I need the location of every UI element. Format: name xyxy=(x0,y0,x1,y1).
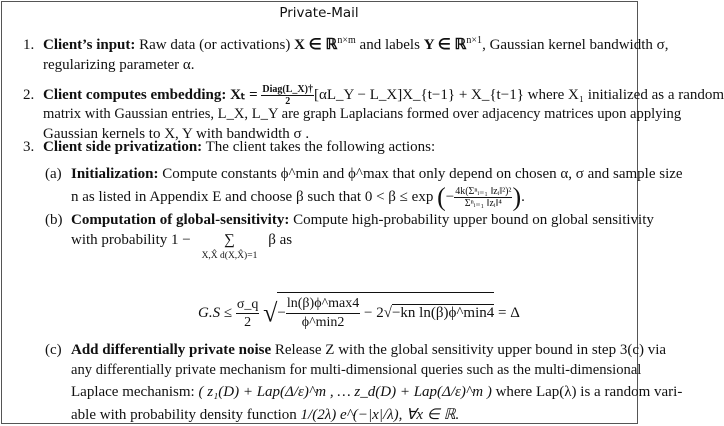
denominator: Σⁿᵢ₌₁ ‖zᵢ‖⁴ xyxy=(464,198,502,209)
step-heading: Client computes embedding: xyxy=(43,86,227,103)
laplace-formula: ( z₁(D) + Lap(Δ/ε)^m , … z_d(D) + Lap(Δ/ε)^m ) xyxy=(198,384,492,400)
text: and labels xyxy=(359,37,420,53)
paren: ) xyxy=(512,182,522,212)
step-1-line-1 xyxy=(23,36,668,54)
text: , Gaussian kernel bandwidth σ, xyxy=(482,37,669,53)
substep-heading: Computation of global-sensitivity: xyxy=(71,212,290,228)
text: Release Z with the global sensitivity upper bound in step 3(c) via xyxy=(274,342,667,358)
math: n×m xyxy=(337,35,356,46)
substep-c-line-1 xyxy=(45,341,666,359)
denominator: 2 xyxy=(244,315,252,330)
step-heading: Client’s input: xyxy=(43,37,136,53)
numerator: σ_q xyxy=(236,297,259,312)
text: able with probability density function xyxy=(71,407,297,423)
step-number: 3. xyxy=(23,139,35,155)
substep-a-line-2: n as listed in Appendix E and choose β such that 0 < β ≤ exp (− $\frac{\text{4k(Σⁿᵢ₌₁ ‖zᵢ‖²)²}}{\text{Σⁿᵢ₌₁ ‖zᵢ‖⁴}}$ ). xyxy=(71,182,525,212)
sqrt-symbol: √ xyxy=(263,298,278,328)
math: n×1 xyxy=(466,35,483,46)
substep-c-line-4 xyxy=(71,406,459,424)
step-heading: Client side privatization: xyxy=(43,139,203,155)
substep-a-line-1 xyxy=(45,165,683,183)
paren: ( xyxy=(437,182,446,212)
text: Laplace mechanism: xyxy=(71,384,195,400)
substep-b-line-1 xyxy=(45,211,654,229)
text: The client takes the following actions: xyxy=(205,139,436,155)
math: G.S ≤ xyxy=(198,304,233,321)
substep-label: (b) xyxy=(45,212,63,228)
math: Y ∈ ℝ xyxy=(423,37,467,53)
text: with probability 1 − xyxy=(71,232,191,248)
step-2-line-3: Gaussian kernels to X, Y with bandwidth σ . xyxy=(43,126,310,142)
denominator: 2 xyxy=(285,96,291,107)
substep-c-line-2: any differentially private mechanism for multi-dimensional queries such as the multi-dimensional xyxy=(71,362,642,378)
density-formula: 1/(2λ) e^(−|x|/λ), ∀x ∈ ℝ. xyxy=(300,407,460,423)
sum-symbol: ∑ xyxy=(224,232,235,248)
fraction xyxy=(454,186,512,209)
numerator: ln(β)ϕ^max4 xyxy=(286,295,360,314)
text: where X₁ initialized as a random xyxy=(527,86,724,103)
global-sensitivity-equation xyxy=(198,292,520,332)
substep-heading: Add differentially private noise xyxy=(71,342,272,358)
step-number: 1. xyxy=(23,37,35,53)
sum-subscript: X,X̂ d(X,X̂)=1 xyxy=(201,251,258,261)
substep-label: (c) xyxy=(45,342,62,358)
fraction xyxy=(261,84,314,107)
text: Compute high-probability upper bound on global sensitivity xyxy=(293,212,654,228)
substep-heading: Initialization: xyxy=(71,166,159,182)
numerator: Diag(L_X)† xyxy=(262,84,313,95)
step-2-line-2: matrix with Gaussian entries, L_X, L_Y are graph Laplacians formed over adjacency matrices upon applying xyxy=(43,106,682,122)
step-1-line-2: regularizing parameter α. xyxy=(43,57,195,73)
text: β as xyxy=(268,232,293,248)
text: Raw data (or activations) xyxy=(139,37,291,53)
algorithm-title: Private-Mail xyxy=(279,5,359,21)
text: where Lap(λ) is a random vari- xyxy=(495,384,683,400)
substep-c-line-3 xyxy=(71,383,682,401)
step-number: 2. xyxy=(23,86,35,103)
math: − 2 xyxy=(364,304,384,321)
fraction xyxy=(286,295,360,332)
math: X ∈ ℝ xyxy=(294,37,338,53)
fraction xyxy=(236,296,260,331)
numerator: 4k(Σⁿᵢ₌₁ ‖zᵢ‖²)² xyxy=(455,186,512,197)
math: Xₜ = xyxy=(230,86,258,103)
summation xyxy=(194,231,264,261)
substep-label: (a) xyxy=(45,166,62,182)
math: = Δ xyxy=(498,304,520,321)
substep-b-line-2 xyxy=(71,231,293,261)
step-2-line-1 xyxy=(23,84,724,107)
text: Compute constants ϕ^min and ϕ^max that only depend on chosen α, σ and sample size xyxy=(162,166,683,182)
sqrt-body: − $\frac{\ln(\beta)\phi\^{}\max 4}{\phi\^{}\min 2}$ − 2√−kn ln(β)ϕ^min4 xyxy=(277,292,494,332)
text: n as listed in Appendix E and choose β such that 0 < β ≤ exp xyxy=(71,188,434,205)
denominator: ϕ^min2 xyxy=(301,315,345,330)
math: [αL_Y − L_X]X_{t−1} + X_{t−1} xyxy=(313,86,524,103)
step-3-line-1 xyxy=(23,138,435,156)
math: −kn ln(β)ϕ^min4 xyxy=(391,304,495,321)
